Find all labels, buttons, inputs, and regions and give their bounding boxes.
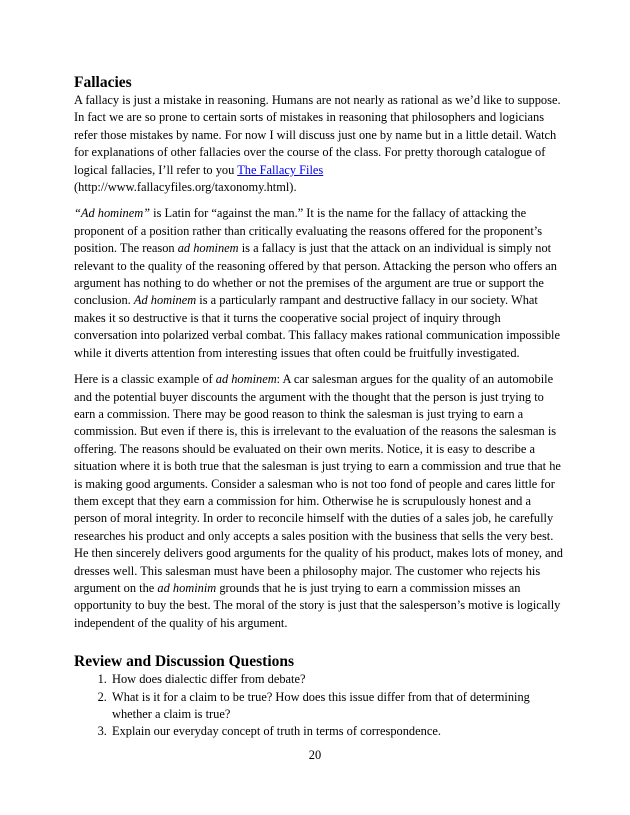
example-text-a: Here is a classic example of xyxy=(74,372,216,387)
example-term: ad hominem xyxy=(215,372,277,387)
fallacy-files-link[interactable]: The Fallacy Files xyxy=(237,162,324,177)
ad-hominem-example-paragraph xyxy=(74,371,566,632)
ad-hominem-term-3: Ad hominem xyxy=(133,293,197,308)
review-section xyxy=(74,652,566,741)
fallacies-intro-paragraph xyxy=(74,92,566,196)
definition-text-a: is Latin for “against the man.” It is the name for the fallacy of attacking the proponent of a position rather than critically evaluating the reasons offered for the proponent’s position. The reason xyxy=(74,206,543,256)
ad-hominem-definition-paragraph xyxy=(74,205,566,362)
example-text-b: : A car salesman argues for the quality of an automobile and the potential buyer discounts the argument with the thought that the person is just trying to earn a commission. There may be good reason to think the salesman is just trying to earn a commission. But even if there is, this is irrelevant to the evaluation of the reasons the salesman is offering. The reasons should be evaluated on their own merits. Notice, it is easy to describe a situation where it is both true that the salesman is just trying to earn a commission and true that he is making good arguments. Consider a salesman who is not too fond of people and cares little for them except that they earn a commission for him. Otherwise he is scrupulously honest and a person of moral integrity. In order to reconcile himself with the duties of a sales job, he carefully researches his product and only accepts a sales position with the business that sells the very best. He then sincerely delivers good arguments for the quality of his product, makes lots of money, and dresses well. This salesman must have been a philosophy major. The customer who rejects his argument on the xyxy=(74,372,563,595)
page-content xyxy=(74,73,566,741)
review-heading: Review and Discussion Questions xyxy=(74,653,295,671)
review-question: 3. Explain our everyday concept of truth in terms of correspondence. xyxy=(110,723,566,740)
fallacies-heading: Fallacies xyxy=(74,74,132,91)
intro-end: . xyxy=(293,180,297,195)
intro-text: A fallacy is just a mistake in reasoning. Humans are not nearly as rational as we’d like to suppose. In fact we are so prone to certain sorts of mistakes in reasoning that philosophers and logicians refer those mistakes by name. For now I will discuss just one by name but in a little detail. Watch for explanations of other fallacies over the course of the class. For pretty thorough catalogue of logical fallacies, I’ll refer to you xyxy=(74,93,561,177)
ad-hominem-term-2: ad hominem xyxy=(177,241,239,256)
review-question: 1. How does dialectic differ from debate? xyxy=(110,671,566,688)
fallacy-files-url[interactable]: (http://www.fallacyfiles.org/taxonomy.html) xyxy=(74,180,294,195)
definition-text-b: is a fallacy is just that the attack on an individual is simply not relevant to the quality of the reasoning offered by that person. Attacking the person who offers an argument has nothing to do whether or not the premises of the argument are true or support the conclusion. xyxy=(74,241,557,308)
example-term-2: ad hominim xyxy=(157,580,217,595)
ad-hominem-term: “Ad hominem” xyxy=(74,206,151,221)
definition-text-c: is a particularly rampant and destructive fallacy in our society. What makes it so destructive is that it turns the cooperative social project of inquiry through conversation into polarized verbal combat. This fallacy makes rational communication impossible while it diverts attention from interesting issues that often could be fruitfully investigated. xyxy=(74,293,560,360)
review-questions-list xyxy=(74,671,566,741)
example-text-c: grounds that he is just trying to earn a commission misses an opportunity to buy the best. The moral of the story is just that the salesperson’s motive is logically independent of the quality of his argument. xyxy=(74,580,561,630)
review-question: 2. What is it for a claim to be true? How does this issue differ from that of determining whether a claim is true? xyxy=(110,689,566,724)
page-number: 20 xyxy=(308,748,322,762)
